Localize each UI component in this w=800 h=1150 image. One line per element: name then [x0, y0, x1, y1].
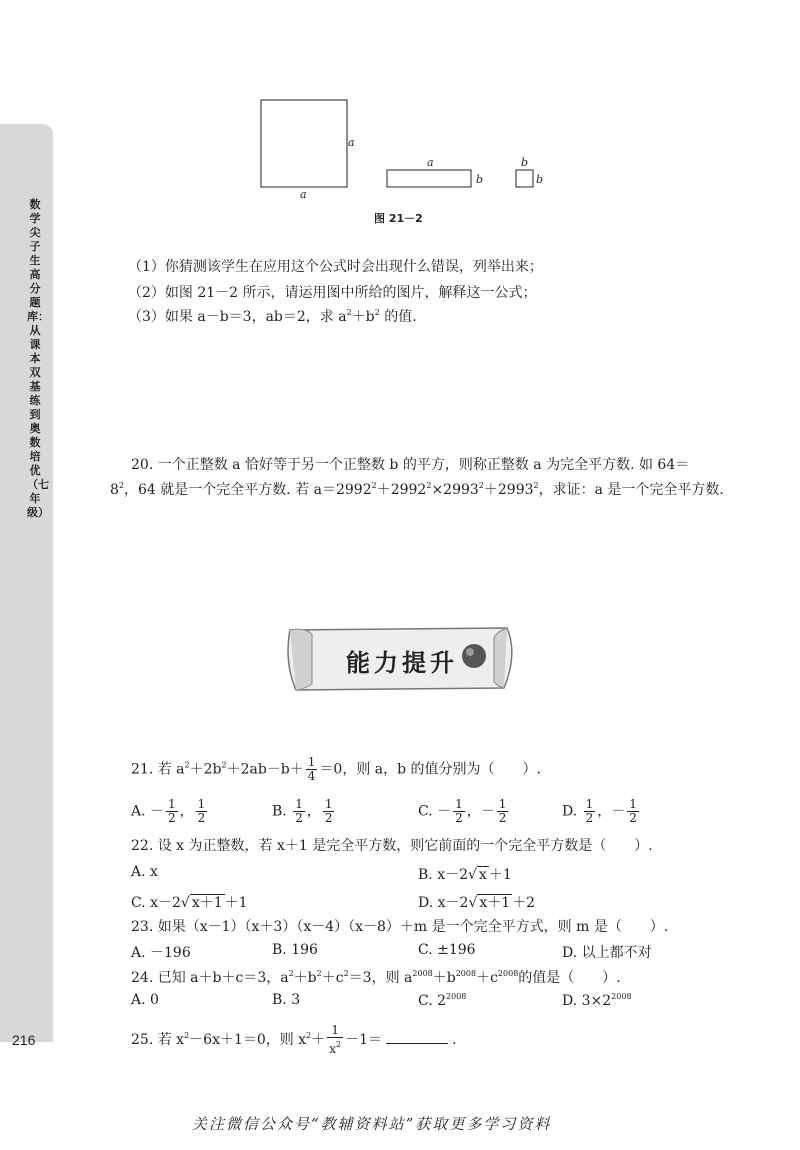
q24-option-b: B. 3 — [272, 992, 301, 1008]
figure-caption: 图 21－2 — [374, 212, 423, 225]
q20-line2: $8^2$，64 就是一个完全平方数. 若 $a=2992^2+2992^2\times 2993^2+2993^2$，求证：a 是一个完全平方数. — [110, 481, 724, 498]
q20-line1: 20. 一个正整数 a 恰好等于另一个正整数 b 的平方，则称正整数 a 为完全平方数. 如 64＝ — [131, 457, 690, 473]
label-b-rect: b — [476, 173, 484, 186]
label-a-bottom: a — [300, 188, 307, 201]
q22-option-b: B. x－2√ x ＋1 — [418, 867, 512, 883]
q22-option-c: C. x－2√ x＋1 ＋1 — [131, 895, 248, 911]
book-title: 数学尖子生高分题库：从课本双基练到奥数培优（七年级） — [27, 198, 49, 519]
q22-stem: 22. 设 x 为正整数，若 x＋1 是完全平方数，则它前面的一个完全平方数是（ ）. — [131, 838, 653, 854]
q21-stem: 21. 若 $a^2+2b^2+2ab-b+$ $\frac{1}{4}$ ＝0，则 a，b 的值分别为（ ）. — [131, 755, 541, 783]
small-square — [516, 170, 533, 187]
q21-option-a: A. － $\frac{1}{2}$ ， $\frac{1}{2}$ — [131, 797, 206, 825]
label-a-side: a — [348, 136, 355, 149]
figure-21-2 — [250, 90, 570, 205]
label-b-side: b — [536, 173, 544, 186]
section-title: 能力提升 — [346, 649, 458, 677]
label-b-top: b — [521, 156, 529, 169]
q22-option-a: A. x — [131, 864, 158, 880]
large-square — [261, 100, 347, 187]
q23-option-c: C. ±196 — [418, 942, 476, 958]
label-a-rect: a — [427, 156, 434, 169]
page-number: 216 — [12, 1032, 36, 1048]
q24-option-d: D. $3\times 2^{2008}$ — [562, 992, 632, 1009]
q19-part3: （3）如果 a－b＝3，ab＝2，求 $a^2+b^2$ 的值. — [128, 308, 417, 325]
q22-option-d: D. x－2√ x＋1 ＋2 — [418, 895, 536, 911]
footer-note: 关注微信公众号“教辅资料站”获取更多学习资料 — [192, 1115, 552, 1133]
q21-option-b: B. $\frac{1}{2}$ ， $\frac{1}{2}$ — [272, 797, 333, 825]
q23-option-a: A. －196 — [131, 945, 191, 961]
banner-dot-icon — [462, 644, 486, 668]
q21-option-c: C. － $\frac{1}{2}$ ，－ $\frac{1}{2}$ — [418, 797, 507, 825]
rectangle — [387, 170, 471, 187]
q24-option-a: A. 0 — [131, 992, 159, 1008]
q23-option-d: D. 以上都不对 — [562, 945, 652, 961]
q19-part2: （2）如图 21－2 所示，请运用图中所给的图片，解释这一公式； — [128, 285, 537, 301]
q21-option-d: D. $\frac{1}{2}$ ，－ $\frac{1}{2}$ — [562, 797, 637, 825]
answer-blank[interactable] — [386, 1031, 448, 1044]
q25-stem: 25. 若 $x^2-6x+1=0$，则 $x^2+$ $\frac{1}{x^2}$ －1＝ . — [131, 1023, 457, 1056]
q24-stem: 24. 已知 a＋b＋c＝3，$a^2+b^2+c^2=3$，则 $a^{2008}+b^{2008}+c^{2008}$的值是（ ）. — [131, 969, 621, 986]
q23-stem: 23. 如果（x－1）（x＋3）（x－4）（x－8）＋m 是一个完全平方式，则 m 是（ ）. — [131, 919, 669, 935]
q19-part1: （1）你猜测该学生在应用这个公式时会出现什么错误，列举出来； — [128, 259, 543, 275]
q23-option-b: B. 196 — [272, 942, 318, 958]
q24-option-c: C. $2^{2008}$ — [418, 992, 467, 1009]
